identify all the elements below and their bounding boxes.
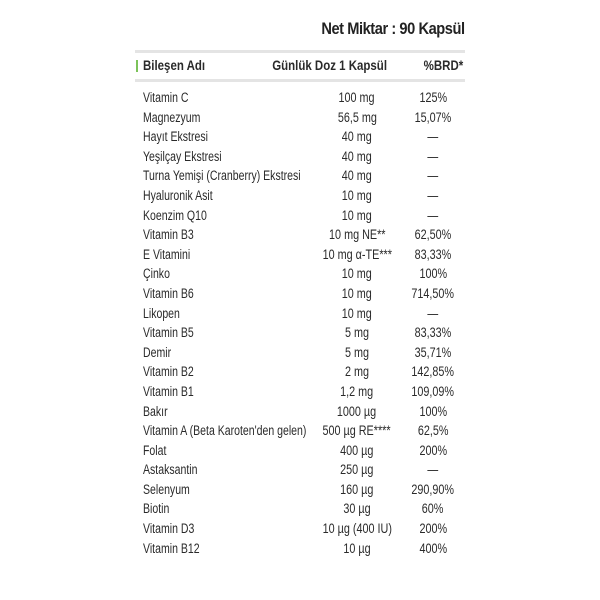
table-row — [135, 323, 465, 343]
ingredient-rda-percent: — — [427, 168, 439, 184]
ingredient-dose: 100 mg — [338, 90, 376, 105]
ingredient-dose: 40 mg — [341, 129, 373, 145]
ingredient-name: Magnezyum — [143, 109, 201, 125]
header-bottom-divider — [135, 79, 465, 82]
ingredient-name: Yeşilçay Ekstresi — [143, 148, 222, 164]
ingredient-dose: 1,2 mg — [340, 383, 374, 399]
ingredient-name: Çinko — [143, 266, 170, 282]
table-row — [135, 108, 465, 128]
table-row — [135, 441, 465, 461]
ingredient-rda-percent: — — [427, 462, 439, 478]
table-row — [135, 539, 465, 559]
header-ingredient-name: Bileşen Adı — [143, 57, 206, 73]
ingredient-dose: 40 mg — [341, 168, 373, 184]
ingredient-dose: 30 µg — [343, 501, 371, 517]
ingredient-rda-percent: 100% — [419, 266, 447, 282]
table-row — [135, 225, 465, 245]
ingredient-table-body — [135, 88, 465, 558]
header-daily-dose: Günlük Doz 1 Kapsül — [272, 57, 387, 73]
ingredient-dose: 40 mg — [341, 148, 373, 164]
ingredient-rda-percent: 200% — [419, 521, 447, 537]
ingredient-name: Biotin — [143, 501, 170, 517]
table-row — [135, 206, 465, 226]
table-row — [135, 460, 465, 480]
ingredient-name: Likopen — [143, 305, 180, 321]
ingredient-rda-percent: 714,50% — [411, 285, 455, 301]
ingredient-rda-percent: — — [427, 129, 439, 145]
ingredient-dose: 5 mg — [345, 344, 370, 360]
ingredient-dose: 10 mg — [341, 266, 373, 282]
table-row — [135, 245, 465, 265]
net-amount: Net Miktar : 90 Kapsül — [321, 19, 465, 38]
ingredient-dose: 10 mg α-TE*** — [322, 246, 392, 262]
ingredient-rda-percent: — — [427, 305, 439, 321]
table-row — [135, 186, 465, 206]
ingredient-name: Turna Yemişi (Cranberry) Ekstresi — [143, 168, 301, 184]
ingredient-dose: 400 µg — [340, 442, 374, 458]
ingredient-dose: 10 µg — [343, 540, 371, 556]
table-row — [135, 127, 465, 147]
ingredient-dose: 250 µg — [340, 462, 374, 478]
ingredient-rda-percent: 15,07% — [414, 109, 452, 125]
ingredient-dose: 10 mg — [341, 207, 373, 223]
table-row — [135, 519, 465, 539]
ingredient-dose: 500 µg RE**** — [322, 423, 392, 439]
ingredient-name: Selenyum — [143, 481, 190, 497]
ingredient-name: Vitamin D3 — [143, 521, 195, 537]
ingredient-rda-percent: — — [427, 207, 439, 223]
header-rda-percent: %BRD* — [423, 57, 463, 73]
ingredient-name: Bakır — [143, 403, 168, 419]
table-header — [135, 57, 465, 75]
header-top-divider — [135, 50, 465, 53]
table-row — [135, 284, 465, 304]
ingredient-dose: 10 mg — [341, 285, 373, 301]
ingredient-name: Vitamin C — [143, 90, 189, 105]
ingredient-rda-percent: — — [427, 148, 439, 164]
table-row — [135, 362, 465, 382]
ingredient-name: Koenzim Q10 — [143, 207, 207, 223]
ingredient-rda-percent: 109,09% — [411, 383, 455, 399]
table-row — [135, 382, 465, 402]
ingredient-name: Vitamin B6 — [143, 285, 194, 301]
ingredient-name: Vitamin B3 — [143, 227, 194, 243]
ingredient-rda-percent: 62,50% — [414, 227, 452, 243]
ingredient-dose: 56,5 mg — [337, 109, 377, 125]
ingredient-name: Vitamin B5 — [143, 325, 194, 341]
table-row — [135, 264, 465, 284]
table-row — [135, 343, 465, 363]
table-row — [135, 166, 465, 186]
ingredient-rda-percent: 142,85% — [411, 364, 455, 380]
table-row — [135, 421, 465, 441]
ingredient-dose: 10 mg — [341, 187, 373, 203]
ingredient-name: Hyaluronik Asit — [143, 187, 213, 203]
ingredient-dose: 10 mg NE** — [328, 227, 386, 243]
table-row — [135, 402, 465, 422]
ingredient-rda-percent: 62,5% — [417, 423, 449, 439]
ingredient-dose: 160 µg — [340, 481, 374, 497]
ingredient-rda-percent: 400% — [419, 540, 447, 556]
table-row — [135, 88, 465, 108]
ingredient-name: E Vitamini — [143, 246, 191, 262]
table-row — [135, 499, 465, 519]
ingredient-rda-percent: 125% — [419, 90, 447, 105]
ingredient-rda-percent: 60% — [422, 501, 444, 517]
ingredient-rda-percent: 35,71% — [414, 344, 452, 360]
ingredient-dose: 10 µg (400 IU) — [322, 521, 392, 537]
ingredient-name: Vitamin B2 — [143, 364, 194, 380]
ingredient-name: Vitamin B12 — [143, 540, 200, 556]
ingredient-rda-percent: — — [427, 187, 439, 203]
table-row — [135, 480, 465, 500]
ingredient-dose: 1000 µg — [337, 403, 377, 419]
ingredient-rda-percent: 83,33% — [414, 246, 452, 262]
ingredient-dose: 10 mg — [341, 305, 373, 321]
table-row — [135, 304, 465, 324]
table-row — [135, 147, 465, 167]
ingredient-name: Hayıt Ekstresi — [143, 129, 208, 145]
ingredient-name: Vitamin A (Beta Karoten'den gelen) — [143, 423, 307, 439]
ingredient-dose: 5 mg — [345, 325, 370, 341]
ingredient-name: Folat — [143, 442, 167, 458]
ingredient-rda-percent: 200% — [419, 442, 447, 458]
ingredient-name: Astaksantin — [143, 462, 198, 478]
ingredient-rda-percent: 100% — [419, 403, 447, 419]
ingredient-name: Vitamin B1 — [143, 383, 194, 399]
ingredient-rda-percent: 290,90% — [411, 481, 455, 497]
ingredient-rda-percent: 83,33% — [414, 325, 452, 341]
ingredient-dose: 2 mg — [345, 364, 370, 380]
ingredient-name: Demir — [143, 344, 172, 360]
